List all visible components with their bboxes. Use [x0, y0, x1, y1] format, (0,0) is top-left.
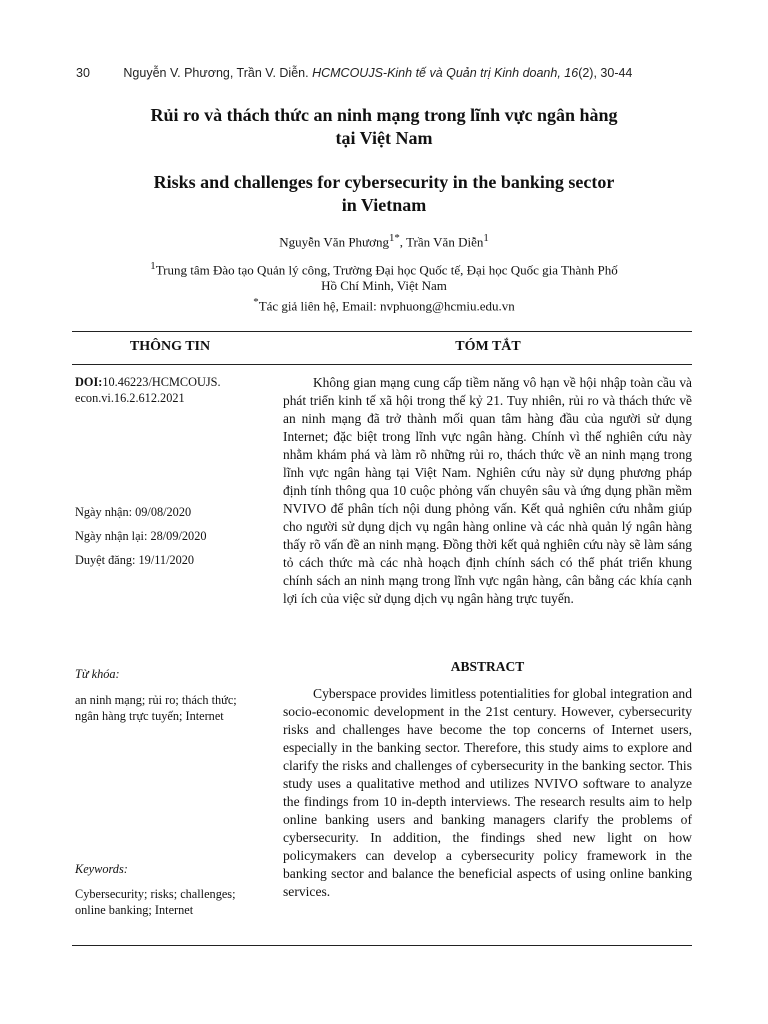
abstract-vietnamese: Không gian mạng cung cấp tiềm năng vô hạn về hội nhập toàn cầu và phát triển kinh tế xã hội trong thế kỷ 21. Tuy nhiên, rủi ro và thách thức về an ninh mạng đã trở thành mối quan tâm hàng đầu của người sử dụng Internet; đặc biệt trong lĩnh vực ngân hàng. Chính vì thế nghiên cứu này nhằm khám phá và làm rõ những rủi ro, thách thức về an ninh mạng trong lĩnh vực ngân hàng tại Việt Nam. Nghiên cứu này sử dụng phương pháp định tính thông qua 10 cuộc phỏng vấn chuyên sâu và ứng dụng phần mềm NVIVO để phân tích nội dung phỏng vấn. Kết quả nghiên cứu nhằm giúp cho người sử dụng dịch vụ ngân hàng online và các nhà quản lý ngân hàng thấy rõ vấn đề an ninh mạng. Đồng thời kết quả nghiên cứu này sẽ làm sáng tỏ cách thức mà các nhà hoạch định chính sách có thể phát triển khung chính sách an ninh mạng trong lĩnh vực ngân hàng, cân bằng các khía cạnh lợi ích của việc sử dụng dịch vụ ngân hàng trực tuyến. [283, 375, 692, 606]
rule-top [72, 331, 692, 332]
corresponding-marker: * [253, 296, 259, 309]
doi-label: DOI: [75, 375, 103, 389]
rule-under-headings [72, 364, 692, 365]
keywords-en-line-1: Cybersecurity; risks; challenges; [75, 887, 236, 901]
doi-value-line-1: 10.46223/HCMCOUJS. [102, 375, 221, 389]
keywords-en-line-2: online banking; Internet [75, 903, 194, 917]
affiliation-block [76, 258, 692, 315]
keywords-vi [75, 692, 275, 724]
doi [75, 374, 275, 406]
affiliation-line-1: Trung tâm Đào tạo Quản lý công, Trường Đại học Quốc tế, Đại học Quốc gia Thành Phố [155, 262, 618, 278]
abstract-vi-heading: TÓM TẮT [455, 339, 521, 354]
author-2-marker: 1 [483, 232, 489, 244]
author-1: Nguyễn Văn Phương [279, 234, 389, 250]
author-2: Trần Văn Diễn [406, 234, 484, 250]
author-list [76, 232, 692, 250]
title-en-line-1: Risks and challenges for cybersecurity in the banking sector [153, 172, 615, 192]
author-separator: , [399, 234, 407, 250]
title-vi-line-2: tại Việt Nam [335, 128, 433, 148]
title-vi-line-1: Rủi ro và thách thức an ninh mạng trong lĩnh vực ngân hàng [150, 105, 618, 125]
running-header [76, 66, 696, 80]
date-received: Ngày nhận: 09/08/2020 [75, 505, 192, 519]
affiliation-line-2: Hồ Chí Minh, Việt Nam [321, 278, 447, 294]
keywords-en [75, 886, 275, 918]
title-vietnamese [76, 104, 692, 150]
doi-value-line-2: econ.vi.16.2.612.2021 [75, 391, 185, 405]
keywords-vi-line-2: ngân hàng trực tuyến; Internet [75, 709, 224, 723]
page-number: 30 [76, 66, 90, 80]
keywords-vi-line-1: an ninh mạng; rủi ro; thách thức; [75, 693, 237, 707]
date-revised: Ngày nhận lại: 28/09/2020 [75, 529, 207, 543]
keywords-vi-label: Từ khóa: [75, 667, 120, 681]
author-1-marker: 1* [388, 232, 400, 244]
title-en-line-2: in Vietnam [341, 195, 427, 215]
keywords-en-label: Keywords: [75, 862, 128, 876]
citation-authors: Nguyễn V. Phương, Trần V. Diễn. [123, 66, 309, 80]
abstract-english: Cyberspace provides limitless potentialities for global integration and socio-economic development in the 21st century. However, cybersecurity risks and challenges have become the top concerns of Internet users, especially in the banking sector. Therefore, this study aims to explore and clarify the risks and challenges of cybersecurity in the banking sector. This study uses a qualitative method and utilizes NVIVO software to analyze the findings from 10 in-depth interviews. The research results aim to help online banking users and banking managers clarify the problems of cybersecurity. In addition, the findings shed new light on how policymakers can develop a cybersecurity policy framework in the banking sector and balance the beneficial aspects of using online banking services. [283, 686, 692, 899]
date-accepted: Duyệt đăng: 19/11/2020 [75, 553, 195, 567]
citation-issue: (2), 30-44 [578, 66, 633, 80]
abstract-en-heading: ABSTRACT [450, 659, 525, 674]
corresponding-author: Tác giả liên hệ, Email: nvphuong@hcmiu.edu.vn [258, 298, 515, 314]
rule-bottom [72, 945, 692, 946]
affiliation-marker: 1 [150, 260, 156, 272]
title-english [76, 171, 692, 217]
citation-journal: HCMCOUJS-Kinh tế và Quản trị Kinh doanh, 16 [312, 66, 579, 80]
info-heading: THÔNG TIN [129, 339, 211, 354]
